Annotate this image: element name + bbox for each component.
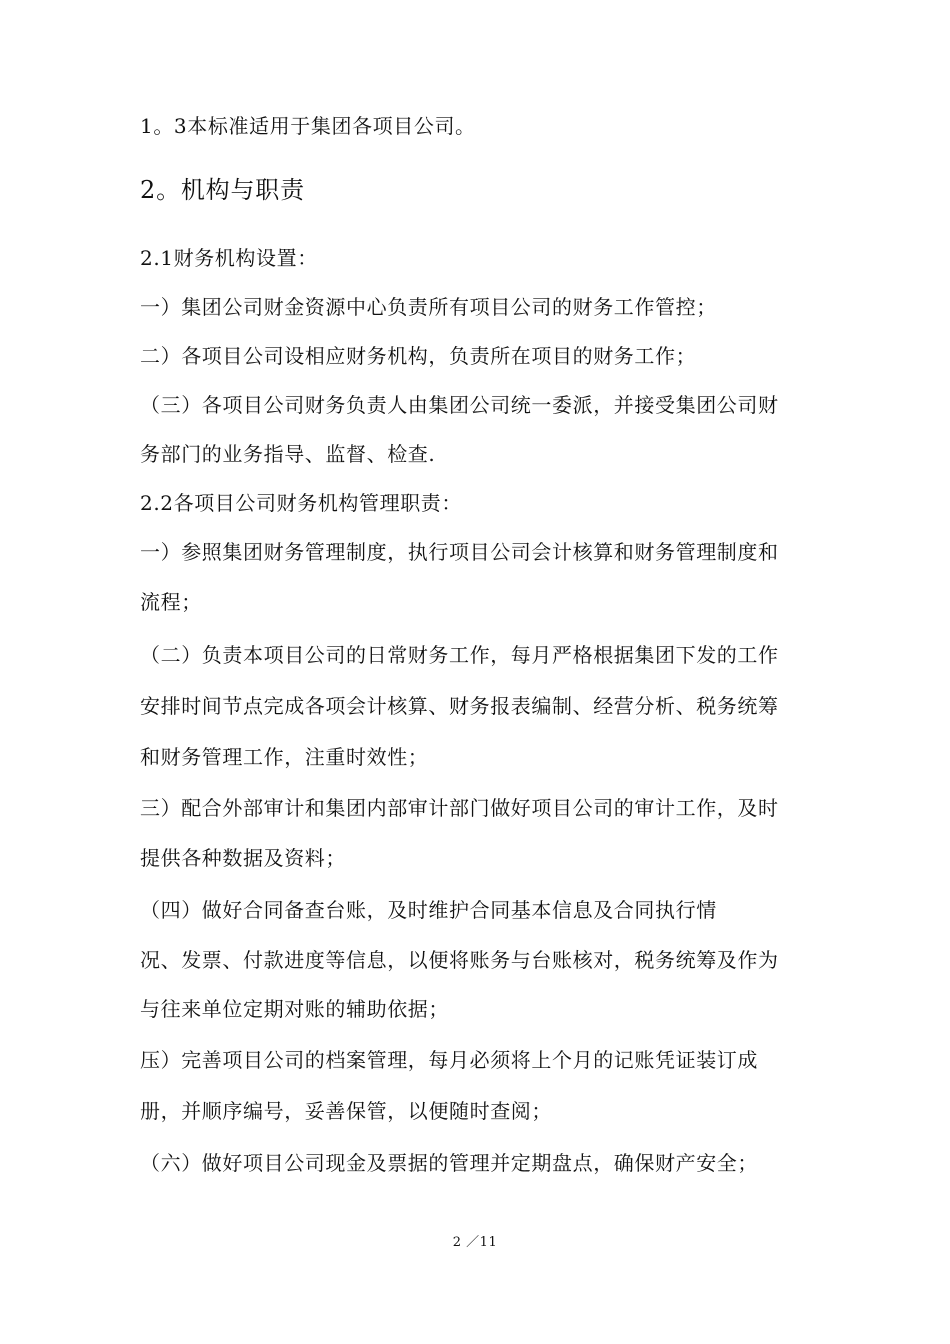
paragraph-line: （二）负责本项目公司的日常财务工作，每月严格根据集团下发的工作 [140, 643, 779, 667]
paragraph-line: 压）完善项目公司的档案管理，每月必须将上个月的记账凭证装订成 [140, 1048, 758, 1072]
paragraph-line: 一）集团公司财金资源中心负责所有项目公司的财务工作管控； [140, 295, 717, 319]
paragraph-line: 册，并顺序编号，妥善保管，以便随时查阅； [140, 1099, 552, 1123]
paragraph-line: 与往来单位定期对账的辅助依据； [140, 997, 449, 1021]
page-number: 2 ／11 [452, 1235, 498, 1250]
paragraph-line: 流程； [140, 590, 202, 614]
paragraph-line: 三）配合外部审计和集团内部审计部门做好项目公司的审计工作，及时 [140, 796, 779, 820]
paragraph-line: 一）参照集团财务管理制度，执行项目公司会计核算和财务管理制度和 [140, 540, 779, 564]
paragraph-line: （六）做好项目公司现金及票据的管理并定期盘点，确保财产安全； [140, 1151, 758, 1175]
paragraph-line: 务部门的业务指导、监督、检查. [140, 442, 436, 466]
paragraph-line: 安排时间节点完成各项会计核算、财务报表编制、经营分析、税务统筹 [140, 694, 779, 718]
paragraph-line: （四）做好合同备查台账，及时维护合同基本信息及合同执行情 [140, 898, 717, 922]
subsection-2-1: 2.1财务机构设置： [140, 246, 318, 270]
paragraph-line: 和财务管理工作，注重时效性； [140, 745, 429, 769]
paragraph-line: 二）各项目公司设相应财务机构，负责所在项目的财务工作； [140, 344, 697, 368]
paragraph-line: 提供各种数据及资料； [140, 846, 346, 870]
paragraph-1-3: 1。3本标准适用于集团各项目公司。 [140, 114, 476, 138]
paragraph-line: （三）各项目公司财务负责人由集团公司统一委派，并接受集团公司财 [140, 393, 779, 417]
subsection-2-2: 2.2各项目公司财务机构管理职责： [140, 491, 463, 515]
section-heading-2: 2。机构与职责 [140, 176, 305, 204]
paragraph-line: 况、发票、付款进度等信息，以便将账务与台账核对，税务统筹及作为 [140, 948, 779, 972]
